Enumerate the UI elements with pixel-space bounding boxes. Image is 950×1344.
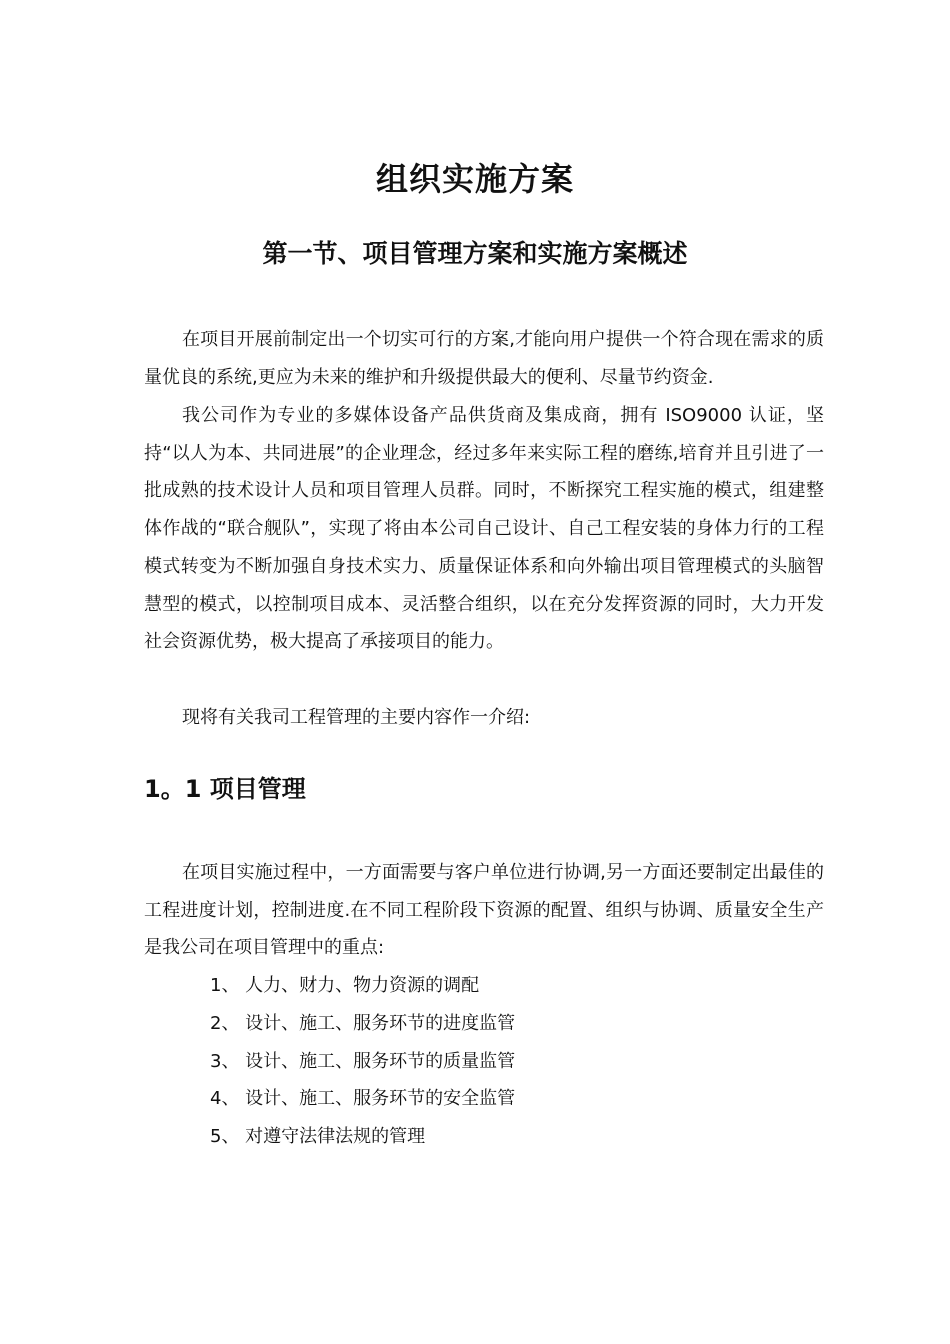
document-title: 组织实施方案 xyxy=(375,160,574,198)
intro-paragraph: 在项目开展前制定出一个切实可行的方案,才能向用户提供一个符合现在需求的质量优良的系统,更应为未来的维护和升级提供最大的便利、尽量节约资金. xyxy=(144,329,824,388)
company-paragraph: 我公司作为专业的多媒体设备产品供货商及集成商，拥有 ISO9000 认证，坚持“以人为本、共同进展”的企业理念，经过多年来实际工程的磨练,培育并且引进了一批成熟的技术设计人员和项目管理人员群。同时，不断探究工程实施的模式，组建整体作战的“联合舰队”，实现了将由本公司自己设计、自己工程安装的身体力行的工程模式转变为不断加强自身技术实力、质量保证体系和向外输出项目管理模式的头脑智慧型的模式，以控制项目成本、灵活整合组织，以在充分发挥资源的同时，大力开发社会资源优势，极大提高了承接项目的能力。 xyxy=(144,405,824,653)
list-item: 5、 对遵守法律法规的管理 xyxy=(210,1126,426,1148)
subsection-title: 1。1 项目管理 xyxy=(144,775,306,803)
list-item: 4、 设计、施工、服务环节的安全监管 xyxy=(210,1088,516,1110)
list-item: 1、 人力、财力、物力资源的调配 xyxy=(210,975,480,996)
list-item: 2、 设计、施工、服务环节的进度监管 xyxy=(210,1012,516,1034)
list-item: 3、 设计、施工、服务环节的质量监管 xyxy=(210,1050,516,1072)
section-title: 第一节、项目管理方案和实施方案概述 xyxy=(262,239,688,268)
management-focus-list xyxy=(210,967,515,1156)
subsection-paragraph: 在项目实施过程中，一方面需要与客户单位进行协调,另一方面还要制定出最佳的工程进度计划，控制进度.在不同工程阶段下资源的配置、组织与协调、质量安全生产是我公司在项目管理中的重点: xyxy=(144,862,824,959)
introduction-lead-paragraph: 现将有关我司工程管理的主要内容作一介绍: xyxy=(182,707,531,728)
